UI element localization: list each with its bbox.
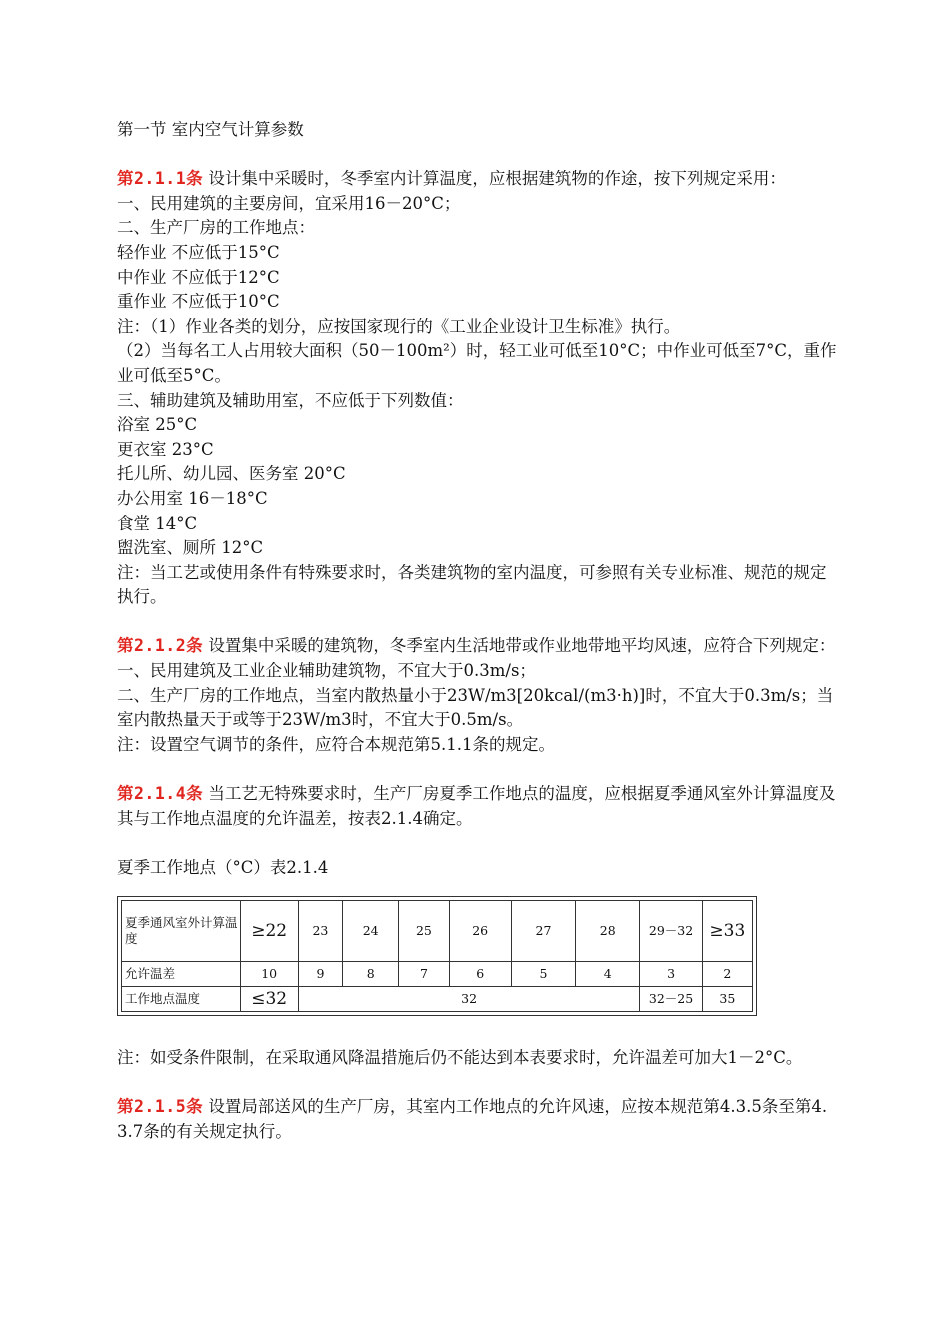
- table-row: [122, 962, 753, 987]
- table-cell: 28: [576, 901, 640, 962]
- document-page: [117, 118, 837, 1144]
- article-number: 第2.1.4条: [117, 784, 204, 804]
- table-cell: 2: [702, 962, 752, 987]
- list-line: 浴室 25°C: [117, 415, 198, 435]
- list-line: 二、生产厂房的工作地点，当室内散热量小于23W/m3[20kcal/(m3·h)]时，不宜大于0.3m/s；当室内散热量天于或等于23W/m3时，不宜大于0.5m/s。: [117, 685, 834, 730]
- article-text: 设置集中采暖的建筑物，冬季室内生活地带或作业地带地平均风速，应符合下列规定：: [203, 636, 836, 656]
- table-caption: 夏季工作地点（°C）表2.1.4: [117, 857, 329, 877]
- note-line: 注：（1）作业各类的划分，应按国家现行的《工业企业设计卫生标准》执行。: [117, 316, 681, 336]
- table-cell: ≥22: [240, 901, 298, 962]
- temperature-table: [121, 900, 753, 1012]
- table-cell: 25: [399, 901, 449, 962]
- list-line: 重作业 不应低于10°C: [117, 292, 280, 312]
- row-label: 允许温差: [122, 962, 241, 987]
- table-cell: 27: [511, 901, 575, 962]
- article-2-1-1: [117, 167, 837, 192]
- list-line: 托儿所、幼儿园、医务室 20°C: [117, 464, 346, 484]
- list-line: 中作业 不应低于12°C: [117, 267, 280, 287]
- article-number: 第2.1.1条: [117, 169, 204, 189]
- list-line: 盥洗室、厕所 12°C: [117, 538, 264, 558]
- row-label: 夏季通风室外计算温度: [122, 901, 241, 962]
- table-frame: [117, 896, 757, 1016]
- table-cell: 7: [399, 962, 449, 987]
- table-cell: 24: [343, 901, 399, 962]
- table-cell: 10: [240, 962, 298, 987]
- list-line: 办公用室 16－18°C: [117, 488, 268, 508]
- table-cell: 3: [640, 962, 702, 987]
- article-number: 第2.1.5条: [117, 1097, 204, 1117]
- article-text: 当工艺无特殊要求时，生产厂房夏季工作地点的温度，应根据夏季通风室外计算温度及其与工作地点温度的允许温差，按表2.1.4确定。: [117, 784, 836, 828]
- article-text: 设置局部送风的生产厂房，其室内工作地点的允许风速，应按本规范第4.3.5条至第4.3.7条的有关规定执行。: [117, 1097, 828, 1141]
- table-cell: ≥33: [702, 901, 752, 962]
- article-text: 设计集中采暖时，冬季室内计算温度，应根据建筑物的作途，按下列规定采用：: [203, 169, 786, 189]
- table-cell: 26: [449, 901, 511, 962]
- table-cell: 4: [576, 962, 640, 987]
- table-cell: 32－25: [640, 987, 702, 1012]
- list-line: 二、生产厂房的工作地点：: [117, 218, 315, 238]
- section-title: 第一节 室内空气计算参数: [117, 120, 304, 139]
- article-2-1-5: [117, 1095, 837, 1144]
- table-row: [122, 901, 753, 962]
- article-number: 第2.1.2条: [117, 636, 204, 656]
- article-2-1-4: [117, 782, 837, 831]
- list-line: 一、民用建筑的主要房间，宜采用16－20°C；: [117, 193, 461, 213]
- table-cell: 9: [298, 962, 342, 987]
- list-line: 食堂 14°C: [117, 513, 198, 533]
- table-cell: 29－32: [640, 901, 702, 962]
- list-line: 三、辅助建筑及辅助用室，不应低于下列数值：: [117, 390, 464, 410]
- table-cell: 6: [449, 962, 511, 987]
- note-line: 注：当工艺或使用条件有特殊要求时，各类建筑物的室内温度，可参照有关专业标准、规范的规定执行。: [117, 562, 827, 607]
- table-row: [122, 987, 753, 1012]
- table-cell: 23: [298, 901, 342, 962]
- table-cell: 8: [343, 962, 399, 987]
- list-line: 轻作业 不应低于15°C: [117, 242, 280, 262]
- note-line: （2）当每名工人占用较大面积（50－100m²）时，轻工业可低至10°C；中作业可低至7°C，重作业可低至5°C。: [117, 341, 837, 385]
- table-cell: 5: [511, 962, 575, 987]
- list-line: 一、民用建筑及工业企业辅助建筑物，不宜大于0.3m/s；: [117, 661, 536, 681]
- table-note: 注：如受条件限制，在采取通风降温措施后仍不能达到本表要求时，允许温差可加大1－2°C。: [117, 1048, 803, 1067]
- article-2-1-2: [117, 634, 837, 659]
- list-line: 更衣室 23°C: [117, 439, 214, 459]
- table-cell-merged: 32: [298, 987, 640, 1012]
- table-cell: ≤32: [240, 987, 298, 1012]
- row-label: 工作地点温度: [122, 987, 241, 1012]
- note-line: 注：设置空气调节的条件，应符合本规范第5.1.1条的规定。: [117, 734, 555, 754]
- table-cell: 35: [702, 987, 752, 1012]
